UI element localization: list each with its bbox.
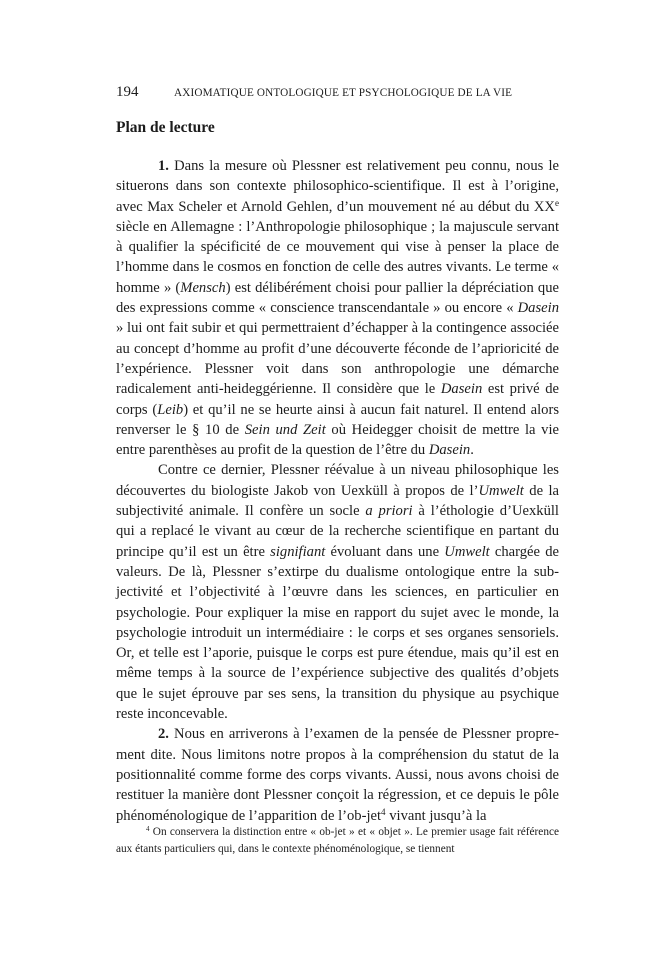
footnote-ref[interactable]: 4 [381, 806, 386, 817]
section-heading: Plan de lecture [116, 119, 215, 136]
footnote-marker: 4 [146, 825, 150, 834]
footnote-4 [116, 824, 559, 857]
main-text [116, 156, 559, 826]
superscript: e [554, 197, 559, 208]
paragraph-3 [116, 724, 559, 825]
italic-term: Sein und Zeit [244, 421, 326, 438]
italic-term: Dasein [428, 442, 471, 459]
italic-term: signifiant [270, 543, 326, 560]
text-run: Contre ce dernier, Plessner réévalue à un niveau philosophique les découvertes du biologiste Jakob von Uexküll à propos de l’ [116, 462, 559, 499]
footnote-text: On conservera la distinction entre « ob-jet » et « objet ». Le premier usage fait référence aux étants particuliers qui, dans le contexte phénoménologique, se tiennent [116, 826, 559, 855]
text-run: » lui ont fait subir et qui permettraient d’échapper à la contingence associée au concept d’homme au profit d’une découverte féconde de l’aprioricité de l’expérience. Plessner voit dans son anthropologie une démarche radicalement anti-heideggérienne. Il considère que le [116, 320, 559, 398]
italic-term: Dasein [517, 300, 559, 317]
text-run: vivant jusqu’à la [385, 807, 487, 824]
text-run: siècle en Allemagne : l’Anthropologie philosophique ; la majuscule servant à qualifier la spécificité de ce mouvement qui vise à penser la place de l’homme dans le cosmos en fonction de celle des autres vivants. Le terme « homme » ( [116, 218, 559, 296]
footnote [116, 824, 559, 857]
page-body [116, 84, 559, 826]
paragraph-1 [116, 156, 559, 460]
italic-term: a priori [365, 503, 413, 520]
paragraph-number: 1. [158, 158, 169, 174]
text-run: Nous en arriverons à l’examen de la pensée de Plessner proprement dite. Nous limitons notre propos à la compréhension du statut de la positionnalité comme forme des corps vivants. Aussi, nous avons choisi de restituer la manière dont Plessner conçoit la régression, et ce depuis le pôle phénoménologique de l’apparition de l’ob-jet [116, 726, 559, 824]
text-run: de la subjectivité animale. Il confère un socle [116, 482, 559, 520]
italic-term: Umwelt [478, 482, 524, 499]
italic-term: Mensch [180, 279, 226, 296]
text-run: à l’éthologie d’Uexküll qui a replacé le vivant au cœur de la recherche scientifique en partant du principe qu’il est un être [116, 503, 559, 560]
page-number: 194 [116, 84, 139, 100]
text-run: où Heidegger choisit de mettre la vie entre parenthèses au profit de la question de l’être du [116, 421, 559, 459]
italic-term: Leib [157, 401, 184, 418]
italic-term: Umwelt [444, 543, 490, 560]
text-run: chargée de valeurs. De là, Plessner s’extirpe du dualisme ontologique entre la subjectivité et l’objectivité à l’œuvre dans les sciences, en particulier en psychologie. Pour expliquer la mise en rapport du sujet avec le monde, la psychologie introduit un intermédiaire : le corps et ses organes sensoriels. Or, et telle est l’aporie, puisque le corps est pure étendue, mais qu’il est en même temps à la source de l’expérience subjective des qualités d’objets que le sujet éprouve par ses sens, la transition du physique au psychique reste inconcevable. [116, 543, 560, 723]
paragraph-number: 2. [158, 726, 169, 743]
text-run: . [470, 442, 474, 459]
running-head [116, 84, 559, 106]
paragraph-2 [116, 460, 559, 724]
text-run: ) est délibérément choisi pour pallier la dépréciation que des expressions comme « conscience transcendantale » ou encore « [116, 279, 559, 317]
running-title: AXIOMATIQUE ONTOLOGIQUE ET PSYCHOLOGIQUE DE LA VIE [174, 87, 513, 99]
text-run: Dans la mesure où Plessner est relativement peu connu, nous le situerons dans son contexte philosophico-scientifique. Il est à l’origine, avec Max Scheler et Arnold Gehlen, d’un mouvement né au début du XX [116, 158, 559, 215]
text-run: est privé de corps ( [116, 381, 559, 418]
italic-term: Dasein [440, 381, 483, 398]
text-run: ) et qu’il ne se heurte ainsi à aucun fait naturel. Il entend alors renverser le § 10 de [116, 401, 559, 438]
text-run: évoluant dans une [325, 543, 445, 560]
